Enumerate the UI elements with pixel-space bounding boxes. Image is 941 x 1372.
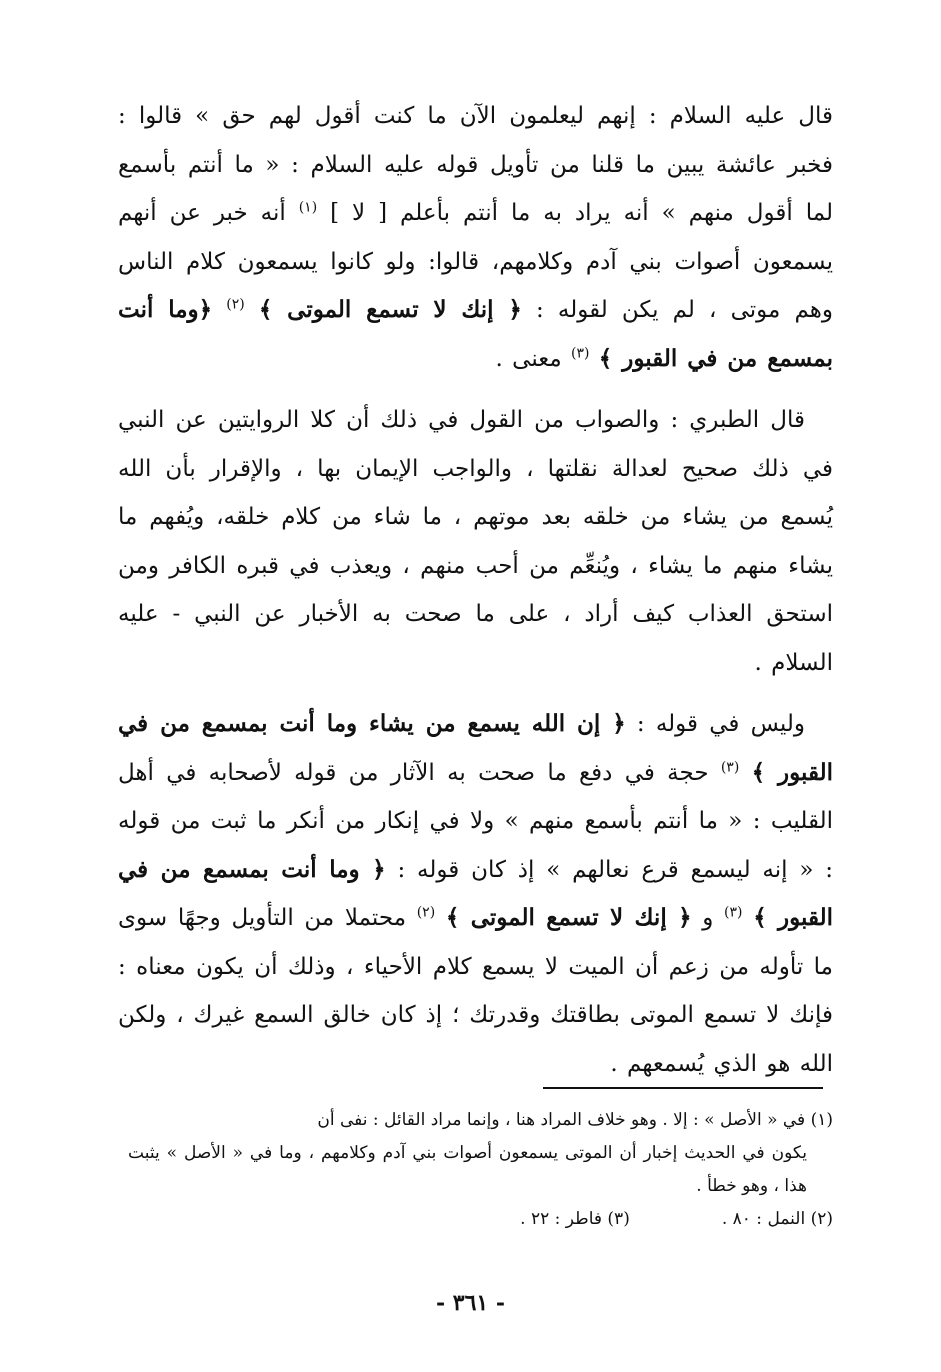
- page-number: - ٣٦١ -: [435, 1290, 506, 1316]
- paragraph-2: [118, 396, 833, 687]
- footnotes: [128, 1104, 833, 1236]
- quran-quote: ﴿وما أنت بمسمع من في القبور ﴾: [118, 296, 833, 372]
- text-run: [435, 905, 446, 931]
- quran-quote: ﴿ إنك لا تسمع الموتى ﴾: [445, 904, 692, 931]
- quran-quote: ﴿ وما أنت بمسمع من في القبور ﴾: [118, 855, 834, 931]
- footnote-1: (١) في « الأصل » : إلا . وهو خلاف المراد هنا ، وإنما مراد القائل : نفى أن: [317, 1110, 833, 1130]
- text-run: قال الطبري : والصواب من القول في ذلك أن كلا الروايتين عن النبي في ذلك صحيح لعدالة نقلتها ، والواجب الإيمان بها ، والإقرار بأن الله يُسمع من يشاء من خلقه بعد موتهم ، ما شاء من كلام خلقه، ويُفهم ما يشاء منهم ما يشاء ، ويُنعِّم من أحب منهم ، ويعذب في قبره الكافر ومن استحق العذاب كيف أراد ، على ما صحت به الأخبار عن النبي - عليه السلام .: [118, 407, 833, 676]
- text-run: وليس في قوله :: [625, 711, 805, 737]
- quran-quote: ﴿ إن الله يسمع من يشاء وما أنت بمسمع من في القبور ﴾: [118, 710, 833, 786]
- text-run: [212, 297, 226, 323]
- text-run: معنى .: [495, 345, 571, 372]
- footnote-ref: (٢): [416, 904, 436, 921]
- text-run: [743, 905, 754, 931]
- quran-quote: ﴿ إنك لا تسمع الموتى ﴾: [258, 296, 522, 323]
- text-run: محتملا من التأويل وجهًا سوى ما تأوله من زعم أن الميت لا يسمع كلام الأحياء ، وذلك أن يكون معناه : فإنك لا تسمع الموتى بطاقتك وقدرتك ؛ إذ كان خالق السمع غيرك ، ولكن الله هو الذي يُسمعهم .: [118, 905, 833, 1077]
- footnote-ref: (٣): [571, 344, 590, 361]
- footnote-ref: (٣): [724, 904, 743, 921]
- footnote-2: (٢) النمل : ٨٠ .: [721, 1209, 833, 1229]
- text-run: [739, 760, 751, 786]
- footnote-ref: (١): [298, 199, 318, 216]
- footnote-ref: (٢): [226, 296, 245, 313]
- text-run: و: [691, 905, 725, 931]
- paragraph-1: [118, 92, 833, 383]
- text-run: [589, 346, 598, 372]
- text-run: حجة في دفع ما صحت به الآثار من قوله لأصحابه في أهل القليب : « ما أنتم بأسمع منهم » ولا في إنكار من أنكر ما ثبت من قوله : « إنه ليسمع قرع نعالهم » إذ كان قوله :: [118, 759, 833, 883]
- text-run: [245, 297, 259, 323]
- text-run: قال عليه السلام : إنهم ليعلمون الآن ما كنت أقول لهم حق » قالوا : فخبر عائشة يبين ما قلنا من تأويل قوله عليه السلام : « ما أنتم بأسمع لما أقول منهم » أنه يراد به ما أنتم بأعلم [ لا ]: [118, 103, 834, 226]
- footnote-divider: [543, 1087, 823, 1089]
- footnote-ref: (٣): [720, 758, 740, 775]
- footnote-row-2-3: [128, 1203, 833, 1236]
- footnote-3: (٣) فاطر : ٢٢ .: [520, 1209, 630, 1229]
- paragraph-3: [118, 700, 833, 1088]
- main-text: [118, 92, 833, 1088]
- footnote-1-continuation: يكون في الحديث إخبار أن الموتى يسمعون أصوات بني آدم وكلامهم ، وما في « الأصل » يثبت هذا ، وهو خطأ .: [128, 1143, 807, 1196]
- text-run: أنه خبر عن أنهم يسمعون أصوات بني آدم وكلامهم، قالوا: ولو كانوا يسمعون كلام الناس وهم موتى ، لم يكن لقوله :: [118, 200, 834, 323]
